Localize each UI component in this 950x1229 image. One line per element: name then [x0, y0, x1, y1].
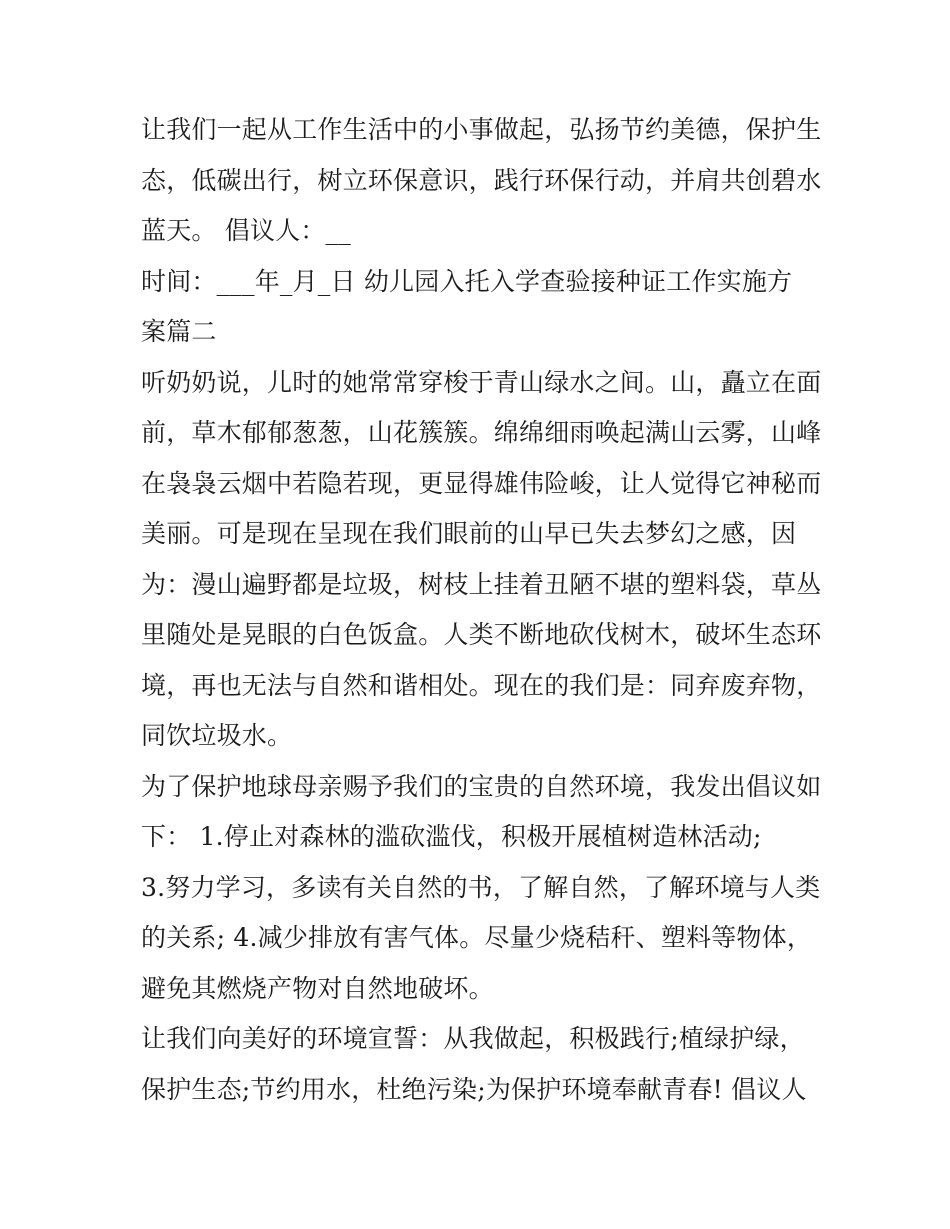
text-line: 的关系; 4.减少排放有害气体。尽量少烧秸秆、塑料等物体， [141, 923, 813, 952]
text-line: 为了保护地球母亲赐予我们的宝贵的自然环境，我发出倡议如 [141, 771, 822, 801]
text-line: 蓝天。 倡议人：__ [141, 216, 351, 245]
text-line: 保护生态;节约用水，杜绝污染;为保护环境奉献青春! 倡议人 [141, 1074, 807, 1104]
text-line: 同饮垃圾水。 [141, 721, 293, 750]
text-line: 里随处是晃眼的白色饭盒。人类不断地砍伐树木，破坏生态环 [141, 620, 822, 649]
text-line: 美丽。可是现在呈现在我们眼前的山早已失去梦幻之感，因 [141, 519, 797, 548]
text-line: 听奶奶说，儿时的她常常穿梭于青山绿水之间。山，矗立在面 [141, 367, 822, 397]
text-line: 在袅袅云烟中若隐若现，更显得雄伟险峻，让人觉得它神秘而 [141, 468, 822, 498]
document-body [141, 105, 821, 1115]
text-line: 为：漫山遍野都是垃圾，树枝上挂着丑陋不堪的塑料袋，草丛 [141, 569, 822, 599]
text-line: 境，再也无法与自然和谐相处。现在的我们是：同弃废弃物， [141, 670, 822, 700]
text-line: 让我们一起从工作生活中的小事做起，弘扬节约美德，保护生 [141, 115, 822, 144]
text-line: 避免其燃烧产物对自然地破坏。 [141, 973, 494, 1003]
text-line: 下： 1.停止对森林的滥砍滥伐，积极开展植树造林活动; [141, 822, 762, 851]
text-line: 3.努力学习，多读有关自然的书，了解自然，了解环境与人类 [141, 872, 821, 902]
text-line: 前，草木郁郁葱葱，山花簇簇。绵绵细雨唤起满山云雾，山峰 [141, 418, 822, 447]
text-line: 让我们向美好的环境宣誓：从我做起，积极践行;植绿护绿， [141, 1024, 805, 1053]
text-line: 案篇二 [141, 317, 217, 346]
text-line: 态，低碳出行，树立环保意识，践行环保行动，并肩共创碧水 [141, 165, 822, 195]
text-line: 时间：___年_月_日 幼儿园入托入学查验接种证工作实施方 [141, 266, 793, 296]
